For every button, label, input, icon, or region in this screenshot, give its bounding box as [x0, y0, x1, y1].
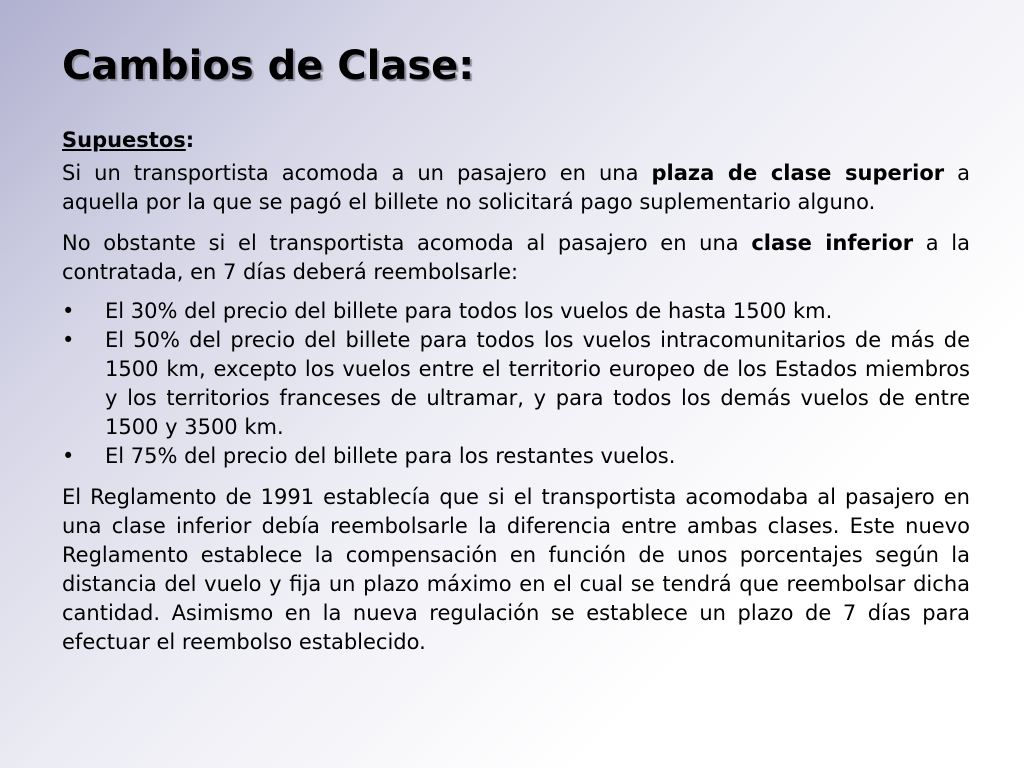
slide-title: Cambios de Clase: — [62, 43, 475, 89]
subheading-label: Supuestos — [62, 128, 186, 152]
paragraph-downgrade-post: a la contratada, en 7 días deberá reembolsarle: — [62, 231, 970, 284]
paragraph-upgrade-pre: Si un transportista acomoda a un pasajero en una — [62, 161, 652, 185]
bullet-icon: • — [62, 444, 75, 468]
paragraph-upgrade-bold: plaza de clase superior — [651, 161, 945, 185]
list-item — [62, 297, 970, 326]
subheading — [62, 126, 970, 155]
bullet-icon: • — [62, 328, 75, 352]
paragraph-downgrade-bold: clase inferior — [751, 231, 914, 255]
list-item-text: El 50% del precio del billete para todos los vuelos intracomunitarios de más de 1500 km, excepto los vuelos entre el territorio europeo de los Estados miembros y los territorios franceses de ultramar, y para todos los demás vuelos de entre 1500 y 3500 km. — [105, 328, 970, 439]
bullet-icon: • — [62, 299, 75, 323]
list-item — [62, 326, 970, 442]
list-item-text: El 30% del precio del billete para todos los vuelos de hasta 1500 km. — [105, 299, 833, 323]
paragraph-upgrade — [62, 159, 970, 217]
list-item — [62, 442, 970, 471]
paragraph-downgrade-pre: No obstante si el transportista acomoda al pasajero en una — [62, 231, 752, 255]
slide-content — [62, 126, 970, 657]
paragraph-upgrade-post: a aquella por la que se pagó el billete no solicitará pago suplementario alguno. — [62, 161, 970, 214]
list-item-text: El 75% del precio del billete para los restantes vuelos. — [105, 444, 676, 468]
refund-list — [62, 297, 970, 471]
subheading-colon: : — [185, 128, 195, 152]
paragraph-downgrade — [62, 229, 970, 287]
paragraph-regulation: El Reglamento de 1991 establecía que si el transportista acomodaba al pasajero en una clase inferior debía reembolsarle la diferencia entre ambas clases. Este nuevo Reglamento establece la compensación en función de unos porcentajes según la distancia del vuelo y fija un plazo máximo en el cual se tendrá que reembolsar dicha cantidad. Asimismo en la nueva regulación se establece un plazo de 7 días para efectuar el reembolso establecido. — [62, 485, 970, 654]
